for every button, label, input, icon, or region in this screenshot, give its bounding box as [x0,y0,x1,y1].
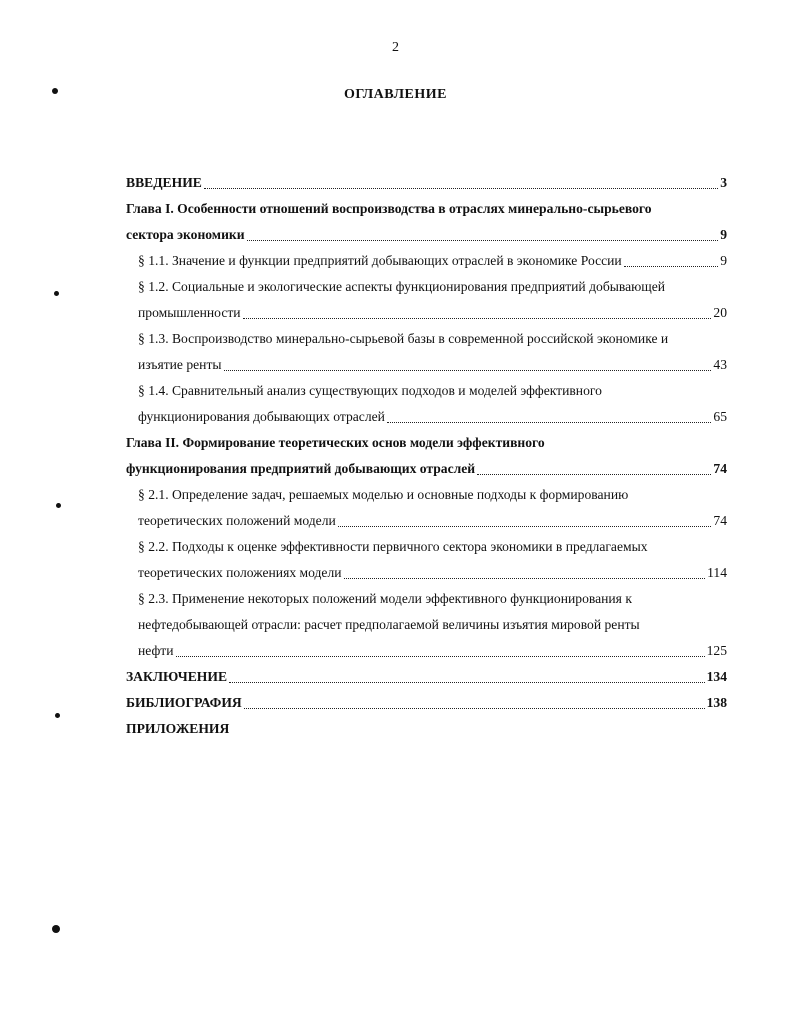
toc-entry-text: ПРИЛОЖЕНИЯ [126,721,230,736]
toc-entry-text: нефтедобывающей отрасли: расчет предполагаемой величины изъятия мировой ренты [138,617,640,632]
toc-line [126,534,727,560]
toc-line [126,586,727,612]
toc-line [126,326,727,352]
toc-entry-text: изъятие ренты [138,357,222,372]
margin-dot [55,713,60,718]
toc-entry-text: § 2.1. Определение задач, решаемых моделью и основные подходы к формированию [138,487,629,502]
toc-line [126,300,727,326]
toc-line [126,560,727,586]
dot-leader [229,682,705,683]
toc-entry-text: § 2.2. Подходы к оценке эффективности первичного сектора экономики в предлагаемых [138,539,648,554]
toc-page-number: 65 [713,409,727,424]
toc-page-number: 134 [706,669,727,684]
table-of-contents [126,170,727,742]
toc-line [126,716,727,742]
margin-dot [52,925,60,933]
dot-leader [344,578,706,579]
dot-leader [176,656,705,657]
toc-entry-text: БИБЛИОГРАФИЯ [126,695,242,710]
toc-line [126,274,727,300]
margin-dot [56,503,61,508]
toc-line [126,404,727,430]
toc-page-number: 74 [713,513,727,528]
margin-dot [52,88,58,94]
toc-line [126,196,727,222]
dot-leader [247,240,719,241]
margin-dot [54,291,59,296]
toc-page-number: 43 [713,357,727,372]
toc-page-number: 3 [720,175,727,190]
toc-page-number: 20 [713,305,727,320]
toc-line [126,456,727,482]
toc-line [126,482,727,508]
toc-line [126,612,727,638]
toc-entry-text: функционирования добывающих отраслей [138,409,385,424]
page-number: 2 [392,40,399,55]
toc-entry-text: § 1.3. Воспроизводство минерально-сырьевой базы в современной российской экономике и [138,331,669,346]
toc-line [126,690,727,716]
toc-page-number: 125 [706,643,727,658]
dot-leader [338,526,712,527]
dot-leader [624,266,718,267]
dot-leader [204,188,718,189]
toc-line [126,352,727,378]
dot-leader [244,708,705,709]
toc-entry-text: § 1.1. Значение и функции предприятий добывающих отраслей в экономике России [138,253,622,268]
toc-line [126,638,727,664]
toc-entry-text: теоретических положений модели [138,513,336,528]
toc-entry-text: теоретических положениях модели [138,565,342,580]
toc-entry-text: § 2.3. Применение некоторых положений модели эффективного функционирования к [138,591,632,606]
toc-page-number: 138 [706,695,727,710]
toc-line [126,248,727,274]
toc-line [126,508,727,534]
toc-page-number: 74 [713,461,727,476]
toc-entry-text: § 1.4. Сравнительный анализ существующих подходов и моделей эффективного [138,383,602,398]
toc-entry-text: нефти [138,643,174,658]
toc-page-number: 114 [707,565,727,580]
toc-line [126,378,727,404]
toc-entry-text: промышленности [138,305,241,320]
toc-entry-text: функционирования предприятий добывающих отраслей [126,461,476,476]
toc-line [126,430,727,456]
page-title: ОГЛАВЛЕНИЕ [344,87,447,102]
toc-page-number: 9 [720,253,727,268]
toc-line [126,664,727,690]
toc-line [126,170,727,196]
dot-leader [243,318,712,319]
toc-entry-text: Глава I. Особенности отношений воспроизводства в отраслях минерально-сырьевого [126,201,652,216]
dot-leader [224,370,712,371]
toc-entry-text: ВВЕДЕНИЕ [126,175,202,190]
toc-line [126,222,727,248]
toc-entry-text: Глава II. Формирование теоретических основ модели эффективного [126,435,545,450]
toc-entry-text: ЗАКЛЮЧЕНИЕ [126,669,228,684]
toc-page-number: 9 [720,227,727,242]
dot-leader [387,422,711,423]
dot-leader [477,474,711,475]
toc-entry-text: § 1.2. Социальные и экологические аспекты функционирования предприятий добывающей [138,279,666,294]
toc-entry-text: сектора экономики [126,227,245,242]
